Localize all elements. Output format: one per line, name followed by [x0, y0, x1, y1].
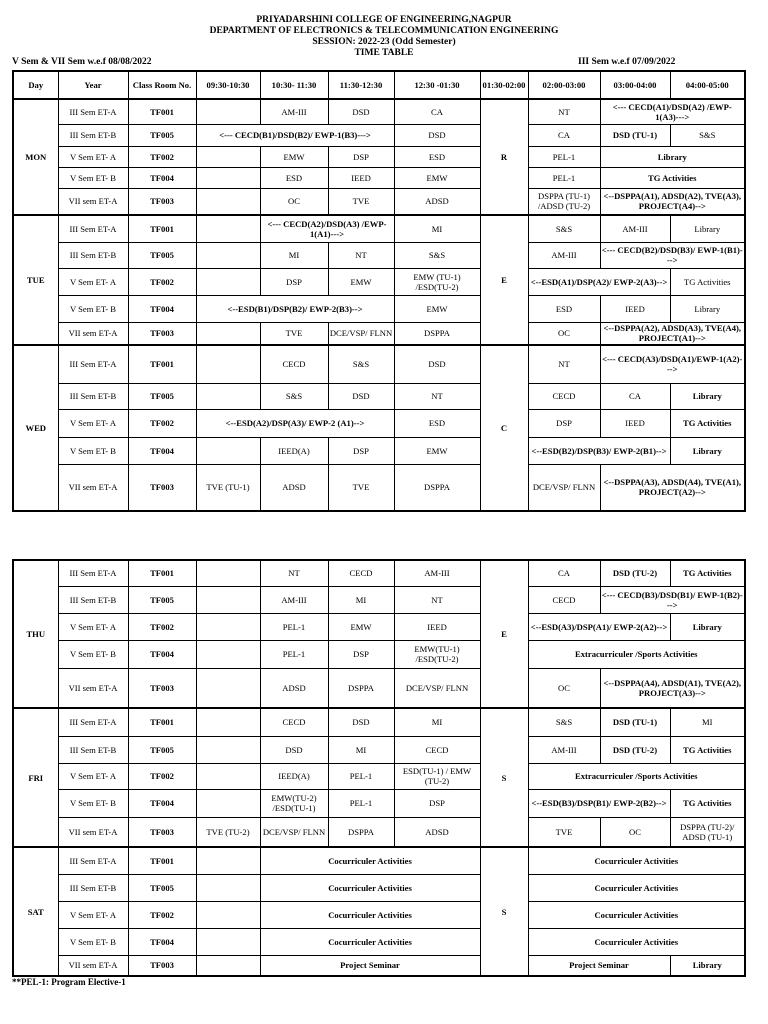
slot-cell: TG Activities [670, 409, 745, 437]
slot-cell: EMW [394, 295, 480, 322]
slot-cell: DCE/VSP/ FLNN [528, 464, 600, 511]
slot-cell: EMW(TU-2) /ESD(TU-1) [260, 789, 328, 817]
slot-cell [196, 167, 260, 188]
year-cell: V Sem ET- B [58, 789, 128, 817]
table-row [13, 322, 745, 345]
left-effective-note: V Sem & VII Sem w.e.f 08/08/2022 [12, 57, 152, 67]
slot-cell: Library [670, 437, 745, 464]
slot-cell: <--- CECD(A2)/DSD(A3) /EWP-1(A1)---> [260, 215, 394, 242]
timetable-title: TIME TABLE [354, 48, 414, 58]
slot-cell [196, 437, 260, 464]
table-row [13, 613, 745, 640]
slot-cell: EMW (TU-1) /ESD(TU-2) [394, 268, 480, 295]
room-cell: TF003 [128, 668, 196, 708]
slot-cell: Library [600, 146, 745, 167]
year-cell: V Sem ET- B [58, 167, 128, 188]
slot-cell: DSD (TU-1) [600, 124, 670, 146]
slot-cell: AM-III [528, 242, 600, 268]
slot-cell: S&S [528, 215, 600, 242]
slot-cell: MI [260, 242, 328, 268]
room-cell: TF005 [128, 586, 196, 613]
table-row [13, 268, 745, 295]
slot-cell: AM-III [260, 586, 328, 613]
slot-cell: OC [528, 322, 600, 345]
col-room: Class Room No. [128, 71, 196, 99]
year-cell: III Sem ET-A [58, 99, 128, 124]
slot-cell [196, 789, 260, 817]
table-row [13, 668, 745, 708]
table-row [13, 295, 745, 322]
day-mon: MON [13, 99, 58, 215]
day-tue: TUE [13, 215, 58, 345]
year-cell: V Sem ET- B [58, 640, 128, 668]
slot-cell: CECD [260, 708, 328, 736]
footnote: **PEL-1: Program Elective-1 [12, 977, 126, 987]
break-letter: S [480, 708, 528, 847]
year-cell: III Sem ET-B [58, 124, 128, 146]
slot-cell: EMW [394, 437, 480, 464]
year-cell: V Sem ET- A [58, 409, 128, 437]
room-cell: TF002 [128, 409, 196, 437]
room-cell: TF001 [128, 345, 196, 383]
slot-cell: CECD [528, 383, 600, 409]
slot-cell: Library [670, 215, 745, 242]
slot-cell [196, 901, 260, 928]
year-cell: III Sem ET-B [58, 586, 128, 613]
slot-cell: CA [528, 124, 600, 146]
slot-cell: DSP [394, 789, 480, 817]
col-0300: 03:00-04:00 [600, 71, 670, 99]
slot-cell: CECD [260, 345, 328, 383]
table-row [13, 928, 745, 955]
slot-cell: TG Activities [670, 789, 745, 817]
slot-cell: EMW [328, 268, 394, 295]
slot-cell: DSD (TU-2) [600, 736, 670, 763]
slot-cell: <--- CECD(B2)/DSD(B3)/ EWP-1(B1)---> [600, 242, 745, 268]
slot-cell: EMW(TU-1) /ESD(TU-2) [394, 640, 480, 668]
slot-cell: DSP [328, 640, 394, 668]
table-row [13, 763, 745, 789]
slot-cell [196, 955, 260, 976]
slot-cell: TVE (TU-2) [196, 817, 260, 847]
slot-cell: S&S [260, 383, 328, 409]
slot-cell: Project Seminar [260, 955, 480, 976]
slot-cell: DSP [260, 268, 328, 295]
year-cell: III Sem ET-B [58, 383, 128, 409]
slot-cell: AM-III [394, 560, 480, 586]
col-0200: 02:00-03:00 [528, 71, 600, 99]
slot-cell [196, 242, 260, 268]
col-0930: 09:30-10:30 [196, 71, 260, 99]
slot-cell: TG Activities [670, 736, 745, 763]
slot-cell: MI [328, 586, 394, 613]
slot-cell: IEED [600, 295, 670, 322]
slot-cell: PEL-1 [328, 763, 394, 789]
year-cell: V Sem ET- A [58, 146, 128, 167]
slot-cell: PEL-1 [260, 640, 328, 668]
slot-cell: Project Seminar [528, 955, 670, 976]
slot-cell: TVE [328, 188, 394, 215]
table-row [13, 99, 745, 124]
slot-cell: IEED [600, 409, 670, 437]
slot-cell: Cocurriculer Activities [528, 928, 745, 955]
slot-cell: Cocurriculer Activities [528, 847, 745, 874]
slot-cell: ESD [528, 295, 600, 322]
table-row [13, 847, 745, 874]
table-row [13, 215, 745, 242]
slot-cell: <--- CECD(B3)/DSD(B1)/ EWP-1(B2)---> [600, 586, 745, 613]
slot-cell: OC [528, 668, 600, 708]
right-effective-note: III Sem w.e.f 07/09/2022 [578, 57, 676, 67]
slot-cell: ESD(TU-1) / EMW (TU-2) [394, 763, 480, 789]
room-cell: TF004 [128, 167, 196, 188]
room-cell: TF003 [128, 464, 196, 511]
slot-cell: TVE [328, 464, 394, 511]
slot-cell: S&S [670, 124, 745, 146]
slot-cell: <--- CECD(A3)/DSD(A1)/EWP-1(A2)---> [600, 345, 745, 383]
break-letter: E [480, 215, 528, 345]
slot-cell: Cocurriculer Activities [260, 874, 480, 901]
slot-cell: Library [670, 295, 745, 322]
room-cell: TF004 [128, 437, 196, 464]
year-cell: III Sem ET-A [58, 708, 128, 736]
slot-cell: ESD [394, 146, 480, 167]
slot-cell: Extracurriculer /Sports Activities [528, 763, 745, 789]
slot-cell [196, 188, 260, 215]
table-row [13, 736, 745, 763]
table-row [13, 167, 745, 188]
room-cell: TF002 [128, 901, 196, 928]
slot-cell: CECD [328, 560, 394, 586]
slot-cell: DSPPA (TU-2)/ ADSD (TU-1) [670, 817, 745, 847]
college-name: PRIYADARSHINI COLLEGE OF ENGINEERING,NAGPUR [256, 15, 512, 25]
slot-cell: DSD [328, 383, 394, 409]
slot-cell: MI [394, 708, 480, 736]
slot-cell: <--- CECD(B1)/DSD(B2)/ EWP-1(B3)---> [196, 124, 394, 146]
slot-cell: Extracurriculer /Sports Activities [528, 640, 745, 668]
break-letter: C [480, 345, 528, 511]
table-row [13, 874, 745, 901]
room-cell: TF003 [128, 322, 196, 345]
slot-cell: DCE/VSP/ FLNN [394, 668, 480, 708]
slot-cell: ADSD [260, 668, 328, 708]
slot-cell: TG Activities [670, 560, 745, 586]
slot-cell: DSD [328, 99, 394, 124]
table-row [13, 560, 745, 586]
room-cell: TF004 [128, 789, 196, 817]
table-row [13, 901, 745, 928]
day-fri: FRI [13, 708, 58, 847]
day-sat: SAT [13, 847, 58, 976]
slot-cell: <--ESD(B1)/DSP(B2)/ EWP-2(B3)--> [196, 295, 394, 322]
year-cell: V Sem ET- B [58, 928, 128, 955]
slot-cell: ADSD [394, 817, 480, 847]
break-letter: E [480, 560, 528, 708]
slot-cell: CA [394, 99, 480, 124]
slot-cell: NT [528, 345, 600, 383]
header-row [13, 71, 745, 99]
year-cell: VII sem ET-A [58, 464, 128, 511]
slot-cell: TVE [260, 322, 328, 345]
year-cell: V Sem ET- A [58, 268, 128, 295]
col-year: Year [58, 71, 128, 99]
slot-cell: Cocurriculer Activities [260, 928, 480, 955]
year-cell: VII sem ET-A [58, 188, 128, 215]
table-row [13, 409, 745, 437]
day-thu: THU [13, 560, 58, 708]
slot-cell: ESD [260, 167, 328, 188]
year-cell: III Sem ET-B [58, 736, 128, 763]
slot-cell: <--DSPPA(A3), ADSD(A4), TVE(A1), PROJECT(A2)--> [600, 464, 745, 511]
col-0130: 01:30-02:00 [480, 71, 528, 99]
slot-cell: S&S [394, 242, 480, 268]
table-row [13, 464, 745, 511]
break-letter: S [480, 847, 528, 976]
slot-cell: NT [394, 383, 480, 409]
slot-cell: OC [600, 817, 670, 847]
room-cell: TF003 [128, 817, 196, 847]
slot-cell: <--DSPPA(A1), ADSD(A2), TVE(A3), PROJECT(A4)--> [600, 188, 745, 215]
slot-cell: CECD [394, 736, 480, 763]
slot-cell: DSPPA [328, 817, 394, 847]
year-cell: V Sem ET- A [58, 613, 128, 640]
slot-cell: TVE [528, 817, 600, 847]
slot-cell: PEL-1 [528, 146, 600, 167]
slot-cell: DSD [394, 345, 480, 383]
slot-cell: IEED [328, 167, 394, 188]
slot-cell [196, 640, 260, 668]
slot-cell: CA [528, 560, 600, 586]
table-row [13, 586, 745, 613]
year-cell: VII sem ET-A [58, 322, 128, 345]
slot-cell: Cocurriculer Activities [528, 901, 745, 928]
slot-cell: ADSD [260, 464, 328, 511]
timetable-part-1 [12, 70, 746, 512]
slot-cell: ESD [394, 409, 480, 437]
year-cell: III Sem ET-B [58, 242, 128, 268]
slot-cell: <--ESD(A2)/DSP(A3)/ EWP-2 (A1)--> [196, 409, 394, 437]
col-day: Day [13, 71, 58, 99]
day-wed: WED [13, 345, 58, 511]
slot-cell: DSPPA (TU-1) /ADSD (TU-2) [528, 188, 600, 215]
table-row [13, 789, 745, 817]
room-cell: TF001 [128, 847, 196, 874]
slot-cell [196, 847, 260, 874]
slot-cell: TVE (TU-1) [196, 464, 260, 511]
room-cell: TF003 [128, 188, 196, 215]
slot-cell: <--ESD(A1)/DSP(A2)/ EWP-2(A3)--> [528, 268, 670, 295]
timetable-part-2 [12, 559, 746, 977]
slot-cell: <--- CECD(A1)/DSD(A2) /EWP-1(A3)---> [600, 99, 745, 124]
slot-cell: NT [328, 242, 394, 268]
room-cell: TF005 [128, 242, 196, 268]
year-cell: III Sem ET-A [58, 560, 128, 586]
slot-cell: EMW [328, 613, 394, 640]
slot-cell: DSP [528, 409, 600, 437]
slot-cell: Library [670, 955, 745, 976]
slot-cell: DSD [328, 708, 394, 736]
slot-cell [196, 146, 260, 167]
slot-cell: S&S [528, 708, 600, 736]
slot-cell: IEED(A) [260, 763, 328, 789]
slot-cell: MI [394, 215, 480, 242]
slot-cell: EMW [394, 167, 480, 188]
room-cell: TF005 [128, 736, 196, 763]
table-row [13, 124, 745, 146]
table-row [13, 640, 745, 668]
col-1130: 11:30-12:30 [328, 71, 394, 99]
year-cell: V Sem ET- B [58, 295, 128, 322]
room-cell: TF005 [128, 383, 196, 409]
year-cell: III Sem ET-A [58, 215, 128, 242]
break-letter: R [480, 99, 528, 215]
slot-cell: Library [670, 613, 745, 640]
slot-cell: EMW [260, 146, 328, 167]
room-cell: TF005 [128, 874, 196, 901]
slot-cell [196, 215, 260, 242]
year-cell: VII sem ET-A [58, 955, 128, 976]
slot-cell [196, 99, 260, 124]
year-cell: V Sem ET- A [58, 763, 128, 789]
slot-cell: TG Activities [670, 268, 745, 295]
slot-cell: DSD [394, 124, 480, 146]
year-cell: V Sem ET- B [58, 437, 128, 464]
table-row [13, 345, 745, 383]
slot-cell [196, 763, 260, 789]
slot-cell: Library [670, 383, 745, 409]
room-cell: TF001 [128, 99, 196, 124]
slot-cell: AM-III [528, 736, 600, 763]
room-cell: TF004 [128, 640, 196, 668]
room-cell: TF001 [128, 560, 196, 586]
slot-cell [196, 736, 260, 763]
slot-cell [196, 268, 260, 295]
table-row [13, 708, 745, 736]
slot-cell: MI [328, 736, 394, 763]
col-1030: 10:30- 11:30 [260, 71, 328, 99]
slot-cell: <--ESD(B2)/DSP(B3)/ EWP-2(B1)--> [528, 437, 670, 464]
slot-cell [196, 383, 260, 409]
slot-cell: PEL-1 [328, 789, 394, 817]
room-cell: TF002 [128, 763, 196, 789]
slot-cell [196, 668, 260, 708]
room-cell: TF002 [128, 613, 196, 640]
slot-cell: DSPPA [328, 668, 394, 708]
slot-cell: IEED(A) [260, 437, 328, 464]
slot-cell: NT [260, 560, 328, 586]
slot-cell: Cocurriculer Activities [260, 847, 480, 874]
slot-cell: Cocurriculer Activities [528, 874, 745, 901]
slot-cell: S&S [328, 345, 394, 383]
slot-cell: <--ESD(B3)/DSP(B1)/ EWP-2(B2)--> [528, 789, 670, 817]
slot-cell: IEED [394, 613, 480, 640]
table-row [13, 383, 745, 409]
slot-cell: PEL-1 [260, 613, 328, 640]
slot-cell: <--DSPPA(A4), ADSD(A1), TVE(A2), PROJECT(A3)--> [600, 668, 745, 708]
slot-cell: DSD [260, 736, 328, 763]
slot-cell: NT [394, 586, 480, 613]
slot-cell: NT [528, 99, 600, 124]
slot-cell: DSD (TU-2) [600, 560, 670, 586]
slot-cell: DSPPA [394, 322, 480, 345]
table-row [13, 437, 745, 464]
year-cell: VII sem ET-A [58, 668, 128, 708]
col-0400: 04:00-05:00 [670, 71, 745, 99]
col-1230: 12:30 -01:30 [394, 71, 480, 99]
table-row [13, 817, 745, 847]
table-row [13, 242, 745, 268]
slot-cell: AM-III [260, 99, 328, 124]
slot-cell [196, 613, 260, 640]
year-cell: III Sem ET-B [58, 874, 128, 901]
slot-cell: TG Activities [600, 167, 745, 188]
slot-cell [196, 874, 260, 901]
slot-cell: <--DSPPA(A2), ADSD(A3), TVE(A4), PROJECT(A1)--> [600, 322, 745, 345]
session: SESSION: 2022-23 (Odd Semester) [312, 37, 456, 47]
year-cell: V Sem ET- A [58, 901, 128, 928]
slot-cell: DSD (TU-1) [600, 708, 670, 736]
department-name: DEPARTMENT OF ELECTRONICS & TELECOMMUNICATION ENGINEERING [209, 26, 559, 36]
room-cell: TF004 [128, 295, 196, 322]
slot-cell [196, 708, 260, 736]
slot-cell: DSP [328, 437, 394, 464]
slot-cell: OC [260, 188, 328, 215]
room-cell: TF002 [128, 146, 196, 167]
slot-cell [196, 560, 260, 586]
year-cell: III Sem ET-A [58, 345, 128, 383]
table-row [13, 955, 745, 976]
slot-cell [196, 345, 260, 383]
slot-cell: <--ESD(A3)/DSP(A1)/ EWP-2(A2)--> [528, 613, 670, 640]
room-cell: TF001 [128, 215, 196, 242]
slot-cell: PEL-1 [528, 167, 600, 188]
room-cell: TF002 [128, 268, 196, 295]
slot-cell: Cocurriculer Activities [260, 901, 480, 928]
slot-cell [196, 586, 260, 613]
slot-cell: DCE/VSP/ FLNN [328, 322, 394, 345]
table-row [13, 188, 745, 215]
slot-cell: DCE/VSP/ FLNN [260, 817, 328, 847]
slot-cell: DSP [328, 146, 394, 167]
slot-cell: CA [600, 383, 670, 409]
year-cell: VII sem ET-A [58, 817, 128, 847]
slot-cell: CECD [528, 586, 600, 613]
room-cell: TF004 [128, 928, 196, 955]
slot-cell [196, 322, 260, 345]
slot-cell: ADSD [394, 188, 480, 215]
year-cell: III Sem ET-A [58, 847, 128, 874]
table-row [13, 146, 745, 167]
room-cell: TF001 [128, 708, 196, 736]
room-cell: TF005 [128, 124, 196, 146]
slot-cell: DSPPA [394, 464, 480, 511]
slot-cell: AM-III [600, 215, 670, 242]
slot-cell [196, 928, 260, 955]
room-cell: TF003 [128, 955, 196, 976]
slot-cell: MI [670, 708, 745, 736]
